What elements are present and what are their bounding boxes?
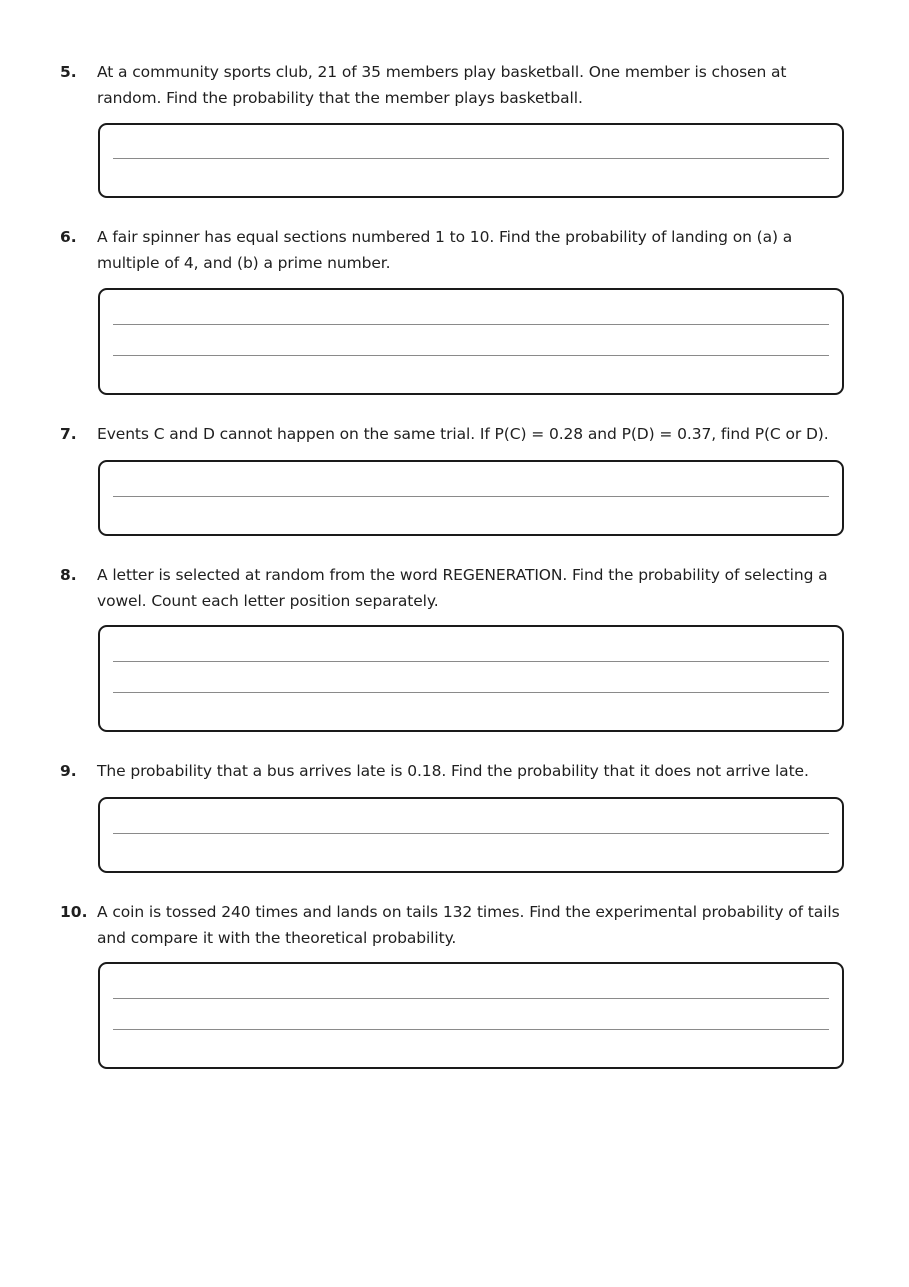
- question-number: 6.: [60, 228, 77, 246]
- question-text: A fair spinner has equal sections numbered 1 to 10. Find the probability of landing on (a) a multiple of 4, and (b) a prime number.: [97, 228, 793, 272]
- answer-box-10[interactable]: [98, 962, 844, 1069]
- question-5: [60, 59, 860, 111]
- answer-line: [113, 833, 829, 834]
- answer-line: [113, 158, 829, 159]
- answer-line: [113, 355, 829, 356]
- question-text: A coin is tossed 240 times and lands on tails 132 times. Find the experimental probability of tails and compare it with the theoretical probability.: [97, 903, 840, 947]
- question-10: [60, 899, 860, 951]
- question-text: Events C and D cannot happen on the same trial. If P(C) = 0.28 and P(D) = 0.37, find P(C or D).: [97, 425, 829, 443]
- question-6: [60, 224, 860, 276]
- question-number: 10.: [60, 903, 88, 921]
- answer-box-9[interactable]: [98, 797, 844, 873]
- question-text: A letter is selected at random from the word REGENERATION. Find the probability of selecting a vowel. Count each letter position separately.: [97, 566, 828, 610]
- answer-box-8[interactable]: [98, 625, 844, 732]
- question-text: At a community sports club, 21 of 35 members play basketball. One member is chosen at random. Find the probability that the member plays basketball.: [97, 63, 787, 107]
- answer-box-5[interactable]: [98, 123, 844, 198]
- question-8: [60, 562, 860, 614]
- answer-line: [113, 496, 829, 497]
- answer-line: [113, 324, 829, 325]
- answer-line: [113, 661, 829, 662]
- answer-box-6[interactable]: [98, 288, 844, 395]
- answer-box-7[interactable]: [98, 460, 844, 536]
- question-text: The probability that a bus arrives late is 0.18. Find the probability that it does not arrive late.: [97, 762, 809, 780]
- question-number: 8.: [60, 566, 77, 584]
- answer-line: [113, 692, 829, 693]
- question-number: 7.: [60, 425, 77, 443]
- answer-line: [113, 1029, 829, 1030]
- question-9: [60, 758, 860, 784]
- question-7: [60, 421, 860, 447]
- question-number: 5.: [60, 63, 77, 81]
- question-number: 9.: [60, 762, 77, 780]
- answer-line: [113, 998, 829, 999]
